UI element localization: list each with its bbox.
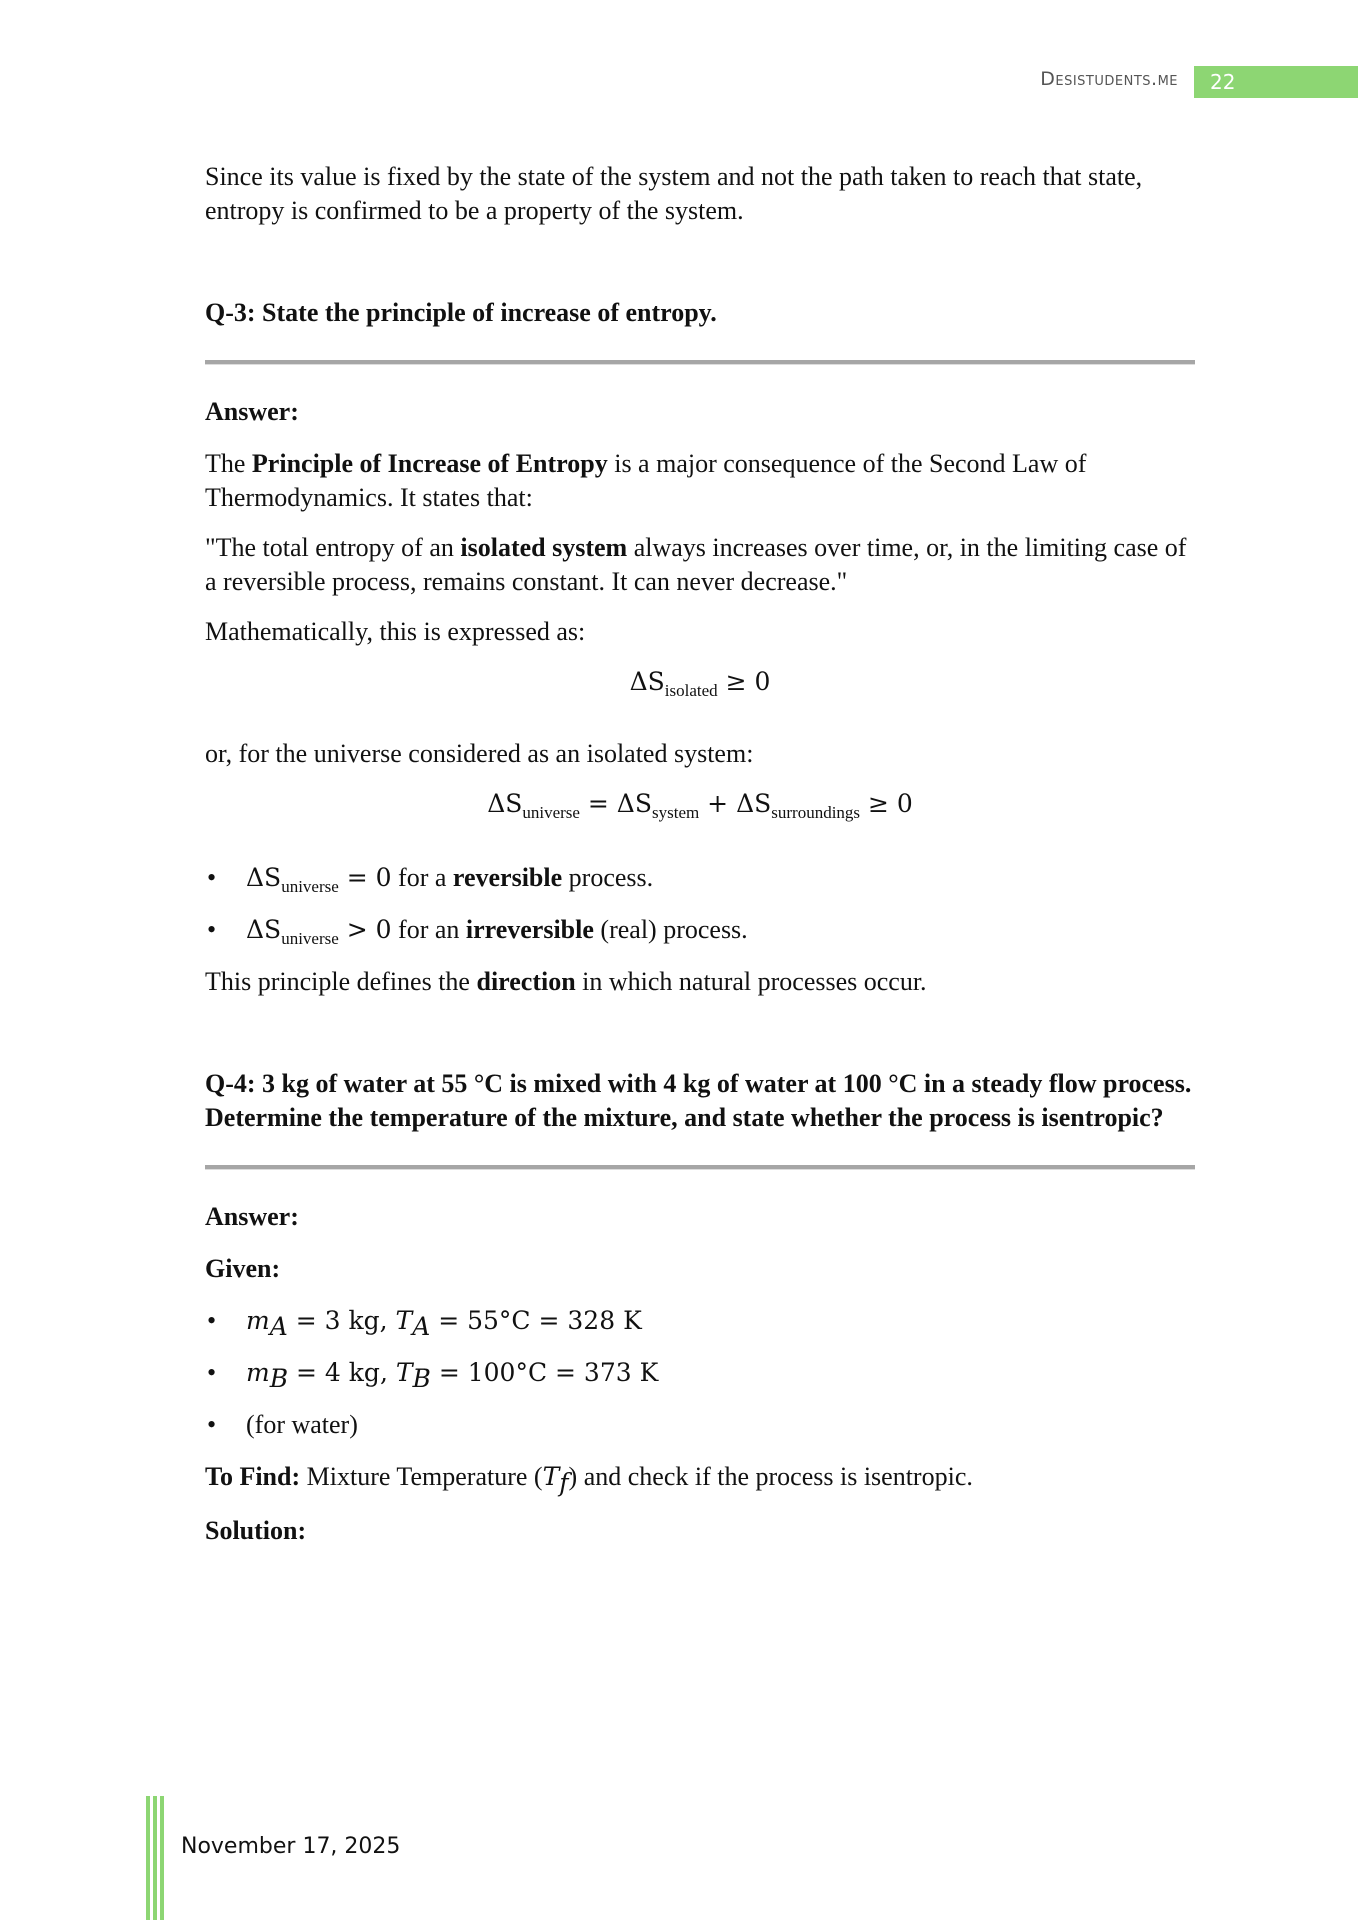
page-number: 22 xyxy=(1194,66,1358,98)
answer-label: Answer: xyxy=(205,1202,299,1231)
footer-decoration xyxy=(146,1796,166,1920)
universe-intro: or, for the universe considered as an isolated system: xyxy=(205,739,754,768)
subscript: surroundings xyxy=(771,803,861,822)
question-3: Q-3: State the principle of increase of entropy. xyxy=(205,298,717,327)
given-label: Given: xyxy=(205,1254,281,1283)
text: process. xyxy=(562,863,654,892)
footer-date: November 17, 2025 xyxy=(181,1834,401,1859)
equation-isolated xyxy=(205,665,1195,699)
math-intro: Mathematically, this is expressed as: xyxy=(205,617,586,646)
subscript: universe xyxy=(281,877,339,896)
quote-paragraph xyxy=(205,531,1195,599)
list-item xyxy=(205,913,1195,947)
symbol: ΔS xyxy=(246,915,282,944)
text: for a xyxy=(391,863,453,892)
text: for an xyxy=(391,915,466,944)
subscript: isolated xyxy=(664,681,718,700)
text: ) and check if the process is isentropic. xyxy=(568,1462,973,1491)
footer-bar xyxy=(153,1796,157,1920)
principle-term: Principle of Increase of Entropy xyxy=(251,449,608,478)
subscript: A xyxy=(269,1312,288,1341)
list-item xyxy=(205,861,1195,895)
entropy-cases-list xyxy=(205,861,1195,947)
subscript: B xyxy=(269,1364,289,1393)
bold-term: irreversible xyxy=(465,915,594,944)
text: Mixture Temperature ( xyxy=(300,1462,543,1491)
principle-paragraph xyxy=(205,447,1195,515)
text: in which natural processes occur. xyxy=(575,967,927,996)
term: = ΔS xyxy=(579,789,652,818)
text: always increases over time, or, in the limiting case of a reversible process, remains constant. It can never decrease." xyxy=(205,533,1187,596)
symbol: m xyxy=(246,1306,270,1335)
to-find-label: To Find: xyxy=(205,1462,301,1491)
page-content xyxy=(205,160,1195,1548)
term: + ΔS xyxy=(699,789,772,818)
subscript: universe xyxy=(281,929,339,948)
header-site-name: Desistudents.me xyxy=(1040,68,1178,90)
text: "The total entropy of an xyxy=(205,533,461,562)
given-list xyxy=(205,1304,1195,1442)
text: is a major consequence of the Second Law of Thermodynamics. It states that: xyxy=(205,449,1087,512)
equation-universe xyxy=(205,787,1195,821)
subscript: B xyxy=(412,1364,431,1393)
text: (real) process. xyxy=(593,915,748,944)
footer-bar xyxy=(160,1796,164,1920)
value: = 3 kg, xyxy=(287,1306,396,1335)
divider xyxy=(205,360,1195,365)
symbol: T xyxy=(395,1306,413,1335)
to-find-paragraph xyxy=(205,1460,1195,1497)
direction-term: direction xyxy=(476,967,576,996)
bold-term: reversible xyxy=(452,863,563,892)
value: = 4 kg, xyxy=(288,1358,396,1387)
relation: ≥ 0 xyxy=(717,667,771,696)
footer-bar xyxy=(146,1796,150,1920)
term: ΔS xyxy=(487,789,523,818)
value: = 100°C = 373 K xyxy=(430,1358,659,1387)
list-item: • (for water) xyxy=(205,1408,1195,1442)
subscript: A xyxy=(412,1312,431,1341)
relation: = 0 xyxy=(338,863,392,892)
answer-label: Answer: xyxy=(205,397,299,426)
term: ≥ 0 xyxy=(860,789,913,818)
subscript: system xyxy=(652,803,700,822)
delta-s: ΔS xyxy=(629,667,665,696)
subscript: universe xyxy=(522,803,580,822)
list-item xyxy=(205,1356,1195,1393)
isolated-system-term: isolated system xyxy=(460,533,628,562)
symbol: T xyxy=(395,1358,413,1387)
question-4: Q-4: 3 kg of water at 55 °C is mixed with 4 kg of water at 100 °C in a steady flow process. Determine the temperature of the mixture, and state whether the process is isentropic? xyxy=(205,1069,1192,1132)
symbol: m xyxy=(246,1358,270,1387)
solution-label: Solution: xyxy=(205,1516,307,1545)
value: = 55°C = 328 K xyxy=(430,1306,642,1335)
direction-paragraph xyxy=(205,965,1195,999)
symbol: T xyxy=(542,1462,560,1491)
relation: > 0 xyxy=(338,915,392,944)
text: The xyxy=(205,449,252,478)
intro-paragraph: Since its value is fixed by the state of the system and not the path taken to reach that state, entropy is confirmed to be a property of the system. xyxy=(205,162,1143,225)
text: This principle defines the xyxy=(205,967,477,996)
list-item xyxy=(205,1304,1195,1341)
symbol: ΔS xyxy=(246,863,282,892)
divider xyxy=(205,1165,1195,1170)
subscript: f xyxy=(559,1468,569,1497)
